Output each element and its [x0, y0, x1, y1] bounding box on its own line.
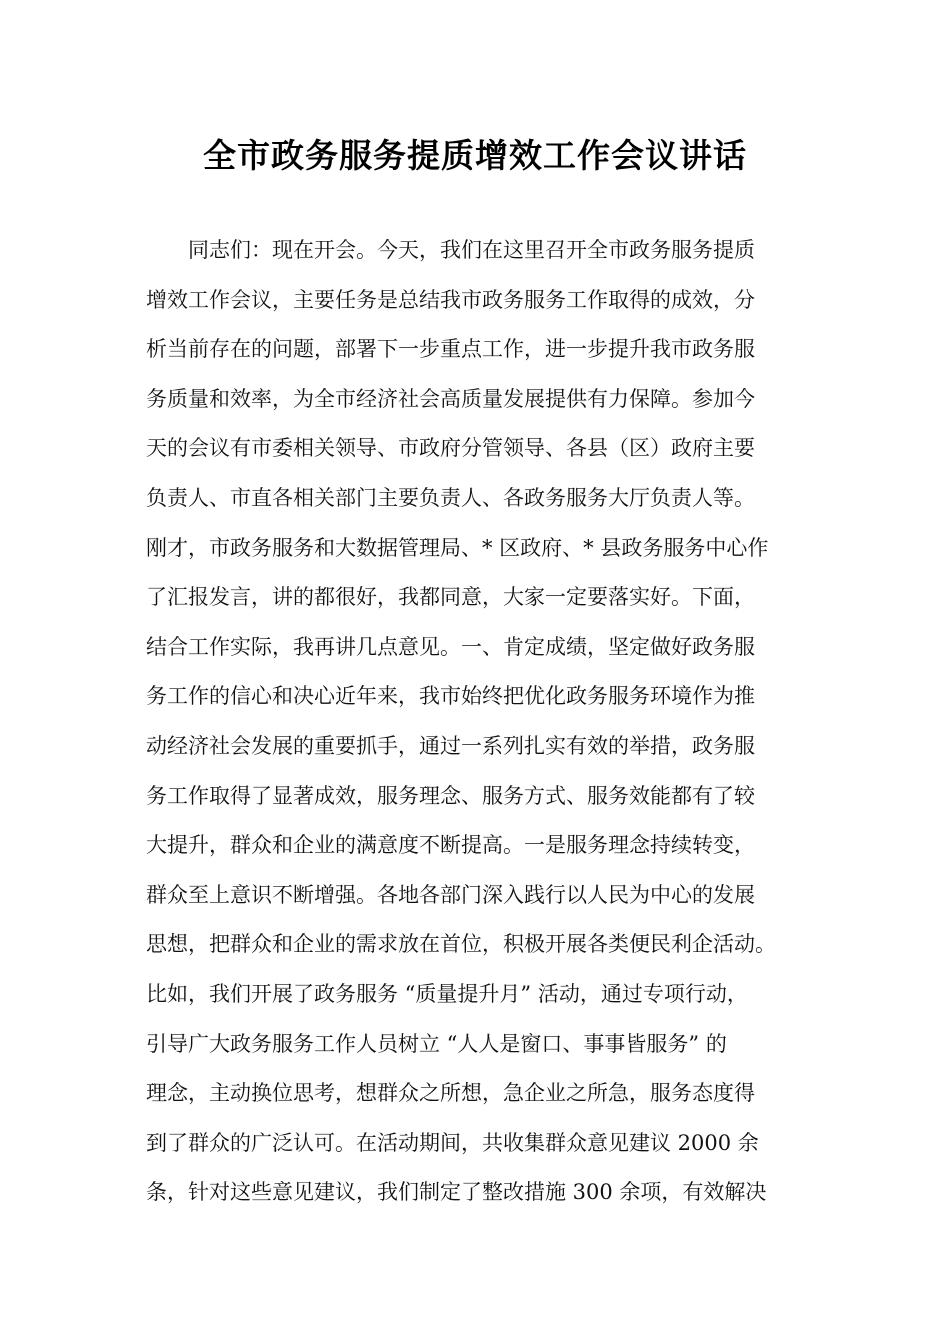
- body-line: 条，针对这些意见建议，我们制定了整改措施 300 余项，有效解决: [146, 1180, 767, 1205]
- body-line: 大提升，群众和企业的满意度不断提高。一是服务理念持续转变，: [146, 833, 755, 858]
- body-line: 析当前存在的问题，部署下一步重点工作，进一步提升我市政务服: [146, 337, 755, 362]
- body-line: 动经济社会发展的重要抓手，通过一系列扎实有效的举措，政务服: [146, 733, 755, 758]
- body-line: 务质量和效率，为全市经济社会高质量发展提供有力保障。参加今: [146, 386, 755, 411]
- body-line: 理念，主动换位思考，想群众之所想，急企业之所急，服务态度得: [146, 1081, 755, 1106]
- body-line: 群众至上意识不断增强。各地各部门深入践行以人民为中心的发展: [146, 882, 755, 907]
- document-title: 全市政务服务提质增效工作会议讲话: [203, 136, 747, 175]
- body-line: 结合工作实际，我再讲几点意见。一、肯定成绩，坚定做好政务服: [146, 634, 755, 659]
- body-line: 引导广大政务服务工作人员树立 “人人是窗口、事事皆服务” 的: [146, 1031, 727, 1056]
- document-body: [146, 236, 836, 1228]
- body-line: 比如，我们开展了政务服务 “质量提升月” 活动，通过专项行动，: [146, 981, 748, 1006]
- body-line: 思想，把群众和企业的需求放在首位，积极开展各类便民利企活动。: [146, 932, 776, 957]
- body-line: 刚才，市政务服务和大数据管理局、* 区政府、* 县政务服务中心作: [146, 535, 769, 560]
- body-line: 增效工作会议，主要任务是总结我市政务服务工作取得的成效，分: [146, 287, 755, 312]
- body-line: 务工作取得了显著成效，服务理念、服务方式、服务效能都有了较: [146, 783, 755, 808]
- body-line: 到了群众的广泛认可。在活动期间，共收集群众意见建议 2000 余: [146, 1130, 759, 1155]
- body-line: 务工作的信心和决心近年来，我市始终把优化政务服务环境作为推: [146, 684, 755, 709]
- body-line: 了汇报发言，讲的都很好，我都同意，大家一定要落实好。下面，: [146, 585, 755, 610]
- body-line: 同志们：现在开会。今天，我们在这里召开全市政务服务提质: [146, 238, 755, 262]
- body-line: 天的会议有市委相关领导、市政府分管领导、各县（区）政府主要: [146, 436, 755, 461]
- body-line: 负责人、市直各相关部门主要负责人、各政务服务大厅负责人等。: [146, 485, 755, 510]
